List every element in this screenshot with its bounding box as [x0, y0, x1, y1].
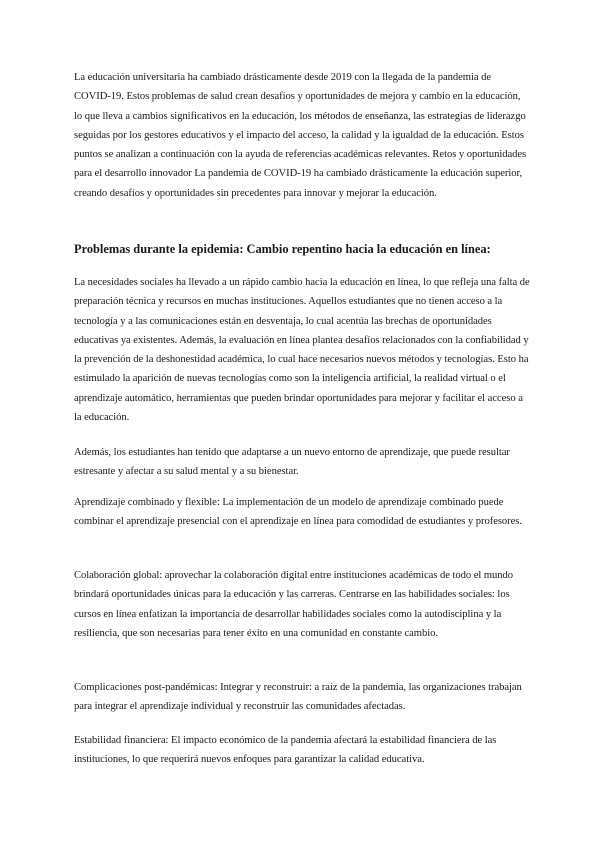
- paragraph-estabilidad: Estabilidad financiera: El impacto económico de la pandemia afectará la estabilidad financiera de las instituciones, lo que requerirá nuevos enfoques para garantizar la calidad educativa.: [74, 735, 497, 766]
- paragraph-colaboracion-global: Colaboración global: aprovechar la colaboración digital entre instituciones académicas de todo el mundo brindará oportunidades únicas para la educación y las carreras. Centrarse en las habilidades sociales: los cursos en línea enfatizan la importancia de desarrollar habilidades sociales como la autodisciplina y la resiliencia, que son necesarias para tener éxito en una comunidad en constante cambio.: [74, 570, 514, 639]
- paragraph-aprendizaje-combinado: Aprendizaje combinado y flexible: La implementación de un modelo de aprendizaje combinado puede combinar el aprendizaje presencial con el aprendizaje en línea para comodidad de estudiantes y profesores.: [74, 497, 522, 528]
- paragraph-intro: La educación universitaria ha cambiado drásticamente desde 2019 con la llegada de la pandemia de COVID-19. Estos problemas de salud crean desafíos y oportunidades de mejora y cambio en la educación, lo que lleva a cambios significativos en la educación, los métodos de enseñanza, las estrategias de liderazgo seguidas por los gestores educativos y el impacto del acceso, la calidad y la igualdad de la educación. Estos puntos se analizan a continuación con la ayuda de referencias académicas relevantes. Retos y oportunidades para el desarrollo innovador La pandemia de COVID-19 ha cambiado drásticamente la educación superior, creando desafíos y oportunidades sin precedentes para innovar y mejorar la educación.: [74, 72, 527, 199]
- paragraph-necesidades: La necesidades sociales ha llevado a un rápido cambio hacia la educación en línea, lo que refleja una falta de preparación técnica y recursos en muchas instituciones. Aquellos estudiantes que no tienen acceso a la tecnología y a las comunicaciones están en desventaja, lo cual acentúa las brechas de oportunidades educativas ya existentes. Además, la evaluación en línea plantea desafíos relacionados con la confiabilidad y la prevención de la deshonestidad académica, lo cual hace necesarios nuevos métodos y tecnologías. Esto ha estimulado la aparición de nuevas tecnologías como son la inteligencia artificial, la realidad virtual o el aprendizaje automático, herramientas que pueden brindar oportunidades para mejorar y facilitar el acceso a la educación.: [74, 277, 530, 424]
- paragraph-entorno: Además, los estudiantes han tenido que adaptarse a un nuevo entorno de aprendizaje, que puede resultar estresante y afectar a su salud mental y a su bienestar.: [74, 447, 510, 478]
- paragraph-complicaciones: Complicaciones post-pandémicas: Integrar y reconstruir: a raíz de la pandemia, las organizaciones trabajan para integrar el aprendizaje individual y reconstruir las comunidades afectadas.: [74, 682, 522, 713]
- section-heading: Problemas durante la epidemia: Cambio repentino hacia la educación en línea:: [74, 242, 491, 256]
